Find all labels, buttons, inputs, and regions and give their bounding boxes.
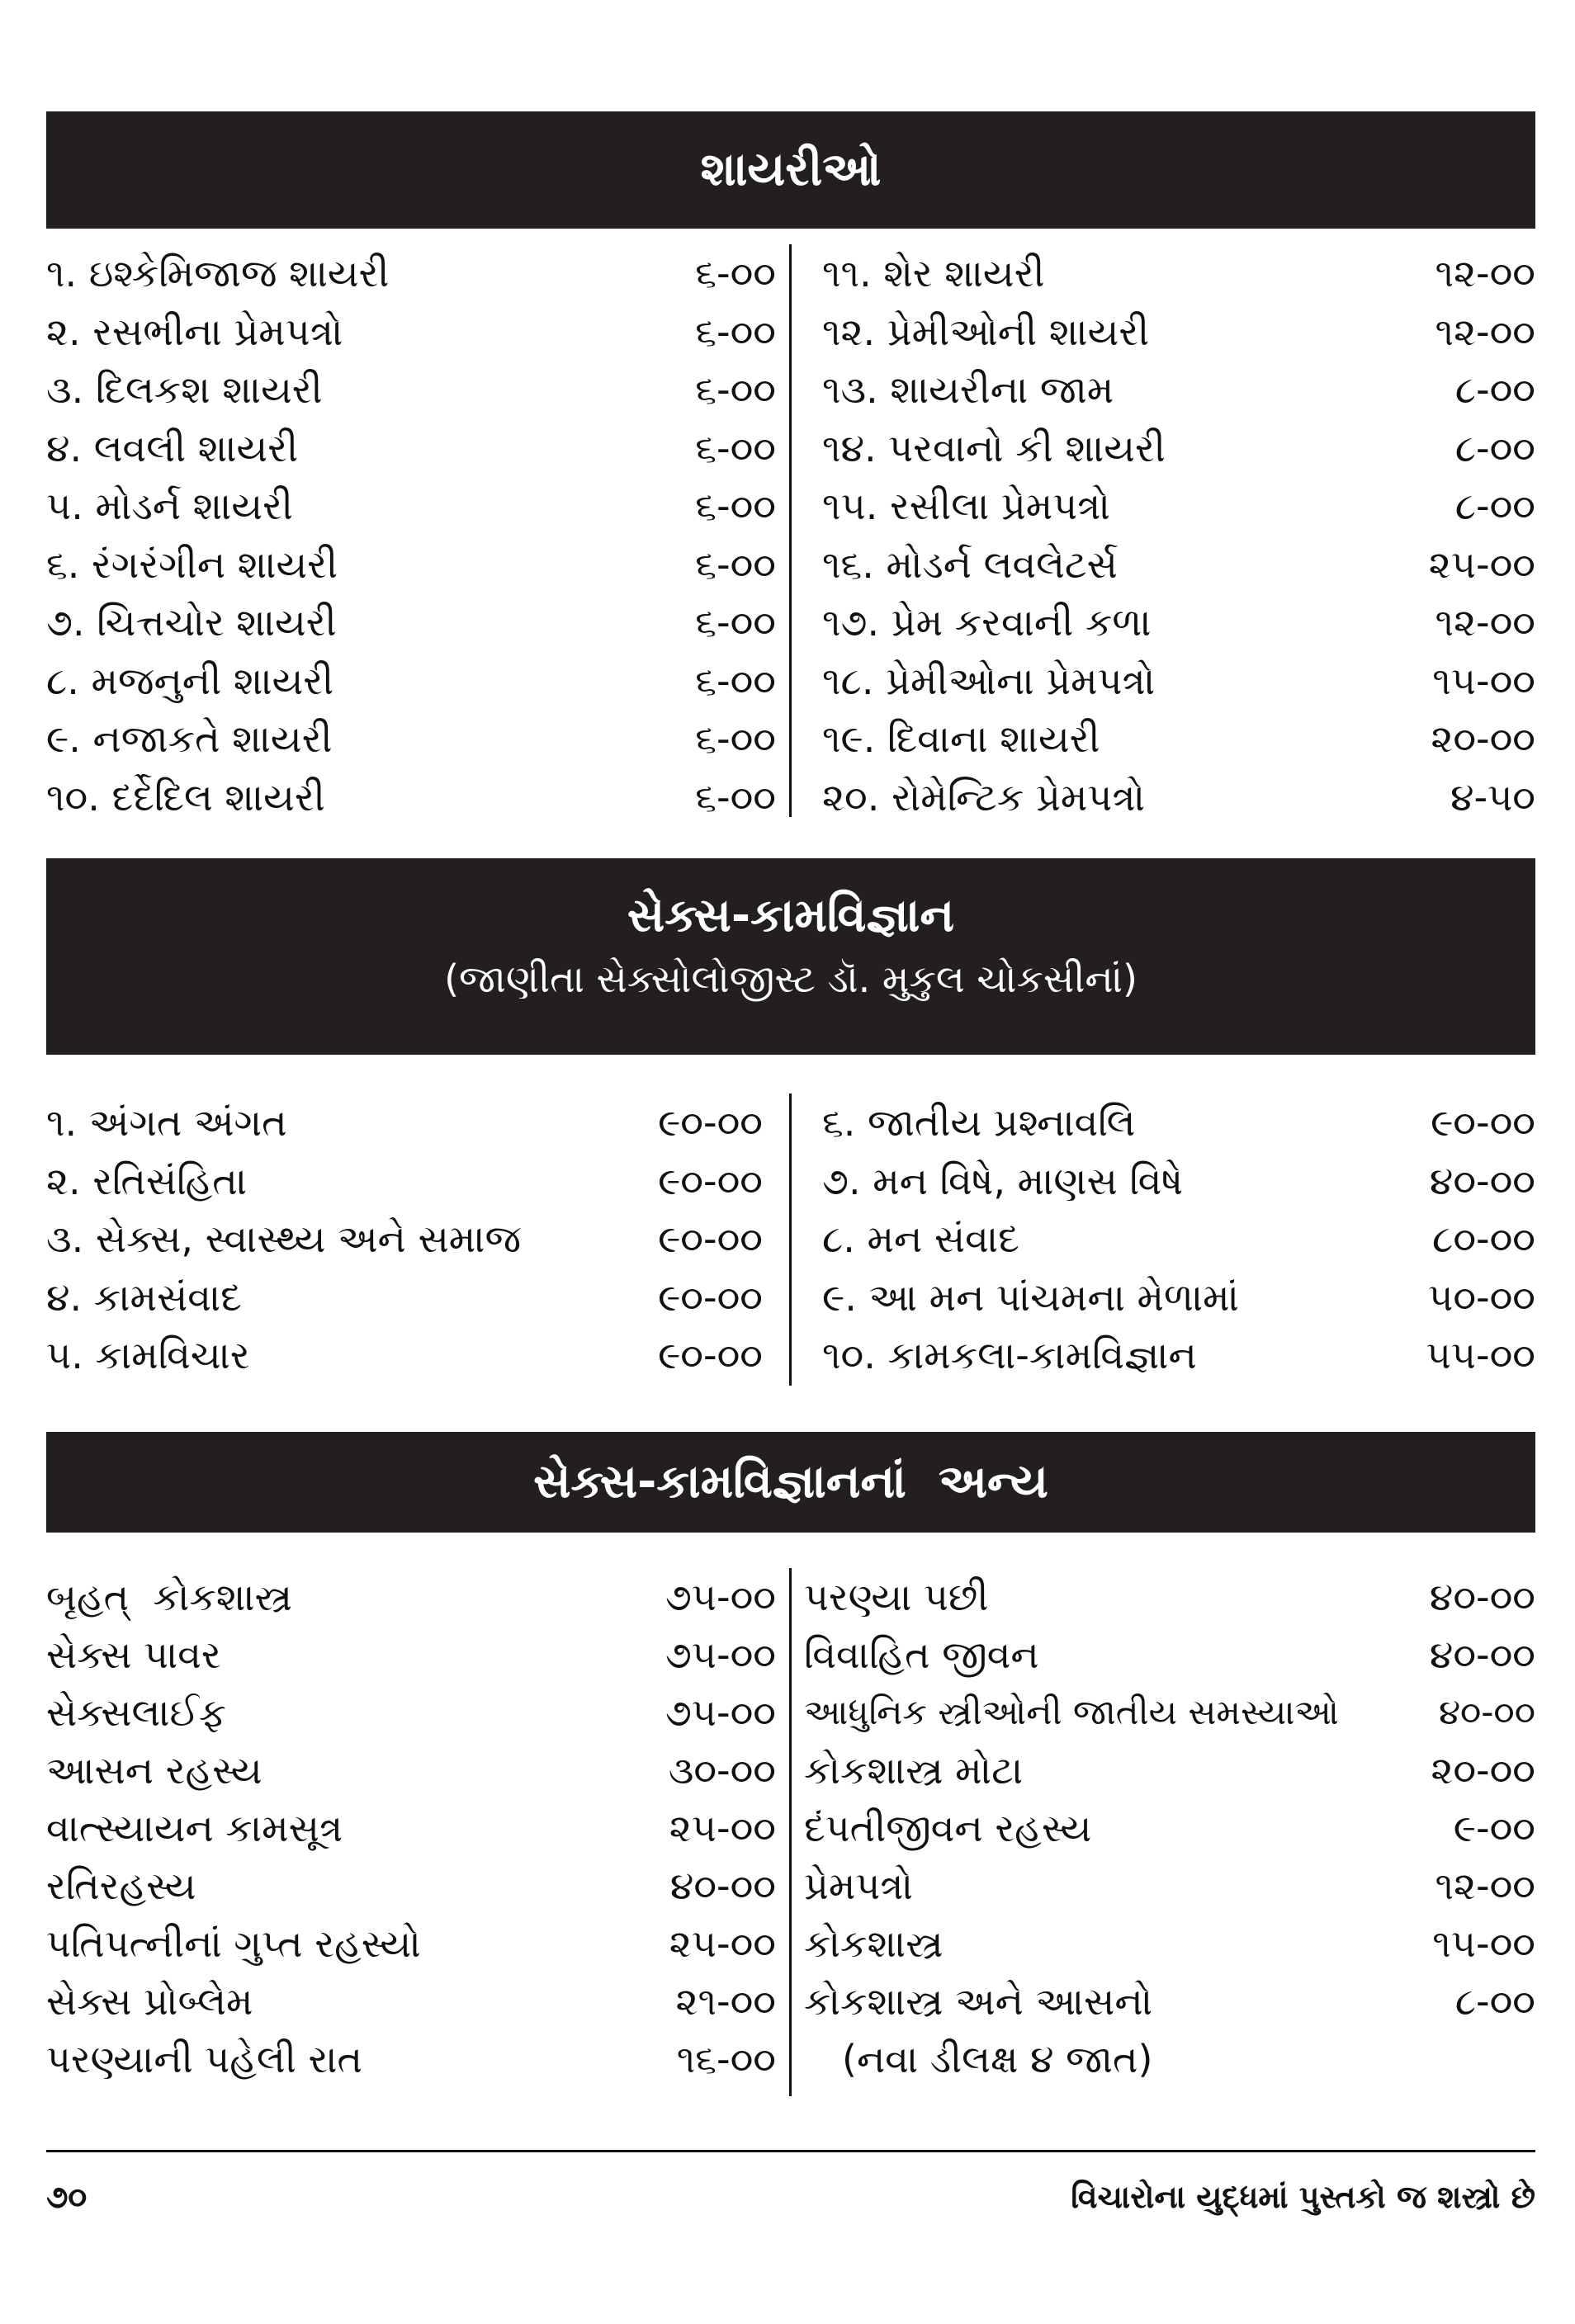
book-title: ૫. કામવિચાર [46, 1333, 250, 1377]
book-title: સેક્સ પ્રોબ્લેમ [46, 1979, 253, 2024]
list-item [804, 1684, 1535, 1741]
book-title: ૨. રતિસંહિતા [46, 1158, 248, 1203]
book-title: ૧૧. શેર શાયરી [822, 251, 1045, 295]
list-item [822, 1268, 1535, 1327]
list-item [804, 1915, 1535, 1972]
book-title: ૧૩. શાયરીના જામ [822, 367, 1114, 412]
book-title: સેક્સ પાવર [46, 1632, 221, 1677]
list-item [804, 1626, 1535, 1684]
book-price: ૧૫-૦૦ [1432, 658, 1535, 703]
list-item [46, 1210, 763, 1268]
list-item [822, 593, 1535, 652]
list-item [804, 1799, 1535, 1857]
section-title: સેક્સ-કામવિજ્ઞાનનાં અન્ય [533, 1455, 1048, 1509]
book-title: ૨. રસભીના પ્રેમપત્રો [46, 309, 343, 354]
section-title: સેક્સ-કામવિજ્ઞાન [627, 889, 955, 942]
book-price: ૪-૫૦ [1450, 774, 1535, 820]
book-price: ૨૫-૦૦ [669, 1806, 776, 1850]
book-price: ૮-૦૦ [1454, 367, 1535, 412]
list-item [46, 1857, 776, 1915]
section-banner-other [46, 1432, 1535, 1533]
list-item [822, 361, 1535, 419]
book-price: ૭૫-૦૦ [665, 1632, 776, 1677]
book-price: ૩૦-૦૦ [668, 1748, 776, 1793]
book-title: ૭. મન વિષે, માણસ વિષે [822, 1158, 1184, 1203]
book-title: પરણ્યાની પહેલી રાત [46, 2037, 363, 2081]
column-divider [789, 1094, 792, 1386]
book-price: ૧૨-૦૦ [1435, 1863, 1535, 1908]
list-item [46, 477, 776, 536]
list-item [46, 1326, 763, 1385]
right-column [804, 1568, 1535, 2088]
section-banner-sex-science [46, 858, 1535, 1055]
footer-tagline: વિચારોના યુદ્ધમાં પુસ્તકો જ શસ્ત્રો છે [1071, 2179, 1535, 2215]
book-price: ૬-૦૦ [695, 658, 776, 703]
book-title: ૨૦. રોમેન્ટિક પ્રેમપત્રો [822, 774, 1145, 820]
book-price: ૬-૦૦ [695, 367, 776, 412]
book-price: ૯૦-૦૦ [658, 1100, 763, 1145]
book-price: ૯૦-૦૦ [658, 1158, 763, 1203]
book-price: ૧૨-૦૦ [1435, 251, 1535, 295]
list-item [46, 1915, 776, 1972]
book-price: ૪૦-૦૦ [1429, 1632, 1535, 1677]
list-item [822, 1210, 1535, 1268]
book-price: ૨૧-૦૦ [675, 1979, 776, 2024]
book-price: ૭૫-૦૦ [665, 1690, 776, 1735]
list-item [46, 593, 776, 652]
edition-note: (નવા ડીલક્ષ ૪ જાત) [842, 2037, 1153, 2081]
book-price: ૪૦-૦૦ [1429, 1158, 1535, 1203]
book-price: ૨૦-૦૦ [1431, 716, 1535, 761]
list-item [822, 419, 1535, 478]
book-price: ૯૦-૦૦ [1431, 1100, 1535, 1145]
book-price: ૮૦-૦૦ [1432, 1216, 1535, 1261]
book-price: ૭૫-૦૦ [665, 1575, 776, 1619]
book-title: પરણ્યા પછી [804, 1575, 989, 1619]
book-title: કોકશાસ્ત્ર [804, 1921, 944, 1966]
list-item [46, 303, 776, 361]
book-title: ૧. ઇશ્કેમિજાજ શાયરી [46, 251, 390, 295]
list-item [46, 1741, 776, 1799]
list-item [46, 1094, 763, 1152]
book-title: ૧૯. દિવાના શાયરી [822, 716, 1100, 761]
footer-rule [46, 2150, 1535, 2152]
list-item [46, 361, 776, 419]
book-title: વિવાહિત જીવન [804, 1632, 1039, 1677]
book-price: ૫૦-૦૦ [1428, 1274, 1535, 1320]
left-column [46, 244, 776, 826]
book-title: ૧૫. રસીલા પ્રેમપત્રો [822, 484, 1110, 528]
book-price: ૯-૦૦ [1453, 1806, 1535, 1850]
book-title: આસન રહસ્ય [46, 1748, 262, 1793]
book-title: ૬. રંગરંગીન શાયરી [46, 541, 338, 587]
book-price: ૮-૦૦ [1454, 425, 1535, 470]
list-item [46, 244, 776, 303]
list-item [46, 1568, 776, 1626]
book-title: ૮. મન સંવાદ [822, 1216, 1019, 1261]
list-item [46, 768, 776, 827]
book-title: ૪. લવલી શાયરી [46, 425, 299, 470]
book-title: ૧૮. પ્રેમીઓના પ્રેમપત્રો [822, 658, 1156, 703]
list-item [46, 1799, 776, 1857]
list-item [822, 244, 1535, 303]
book-title: ૫. મોડર્ન શાયરી [46, 484, 293, 528]
section-shayari-list [46, 244, 1535, 822]
list-item [804, 1972, 1535, 2030]
book-title: સેક્સલાઈફ [46, 1690, 226, 1735]
book-title: ૪. કામસંવાદ [46, 1274, 242, 1320]
list-item [822, 710, 1535, 768]
book-price: ૯૦-૦૦ [658, 1216, 763, 1261]
book-price: ૪૦-૦૦ [669, 1863, 776, 1908]
book-price: ૧૨-૦૦ [1435, 309, 1535, 354]
book-price: ૪૦-૦૦ [1429, 1575, 1535, 1619]
book-price: ૪૦-૦૦ [1438, 1692, 1535, 1732]
list-item [46, 1268, 763, 1327]
book-title: ૭. ચિત્તચોર શાયરી [46, 600, 337, 645]
book-title: કોકશાસ્ત્ર મોટા [804, 1748, 1024, 1793]
list-item [822, 303, 1535, 361]
book-price: ૫૫-૦૦ [1426, 1333, 1535, 1377]
book-title: ૧૦. કામકલા-કામવિજ્ઞાન [822, 1333, 1197, 1377]
book-title: ૯. નજાકતે શાયરી [46, 716, 333, 761]
list-item [822, 1326, 1535, 1385]
list-item [46, 419, 776, 478]
book-title: કોકશાસ્ત્ર અને આસનો [804, 1979, 1153, 2024]
list-item [804, 1857, 1535, 1915]
book-price: ૬-૦૦ [695, 425, 776, 470]
book-title: પ્રેમપત્રો [804, 1863, 913, 1908]
column-divider [789, 1568, 792, 2096]
book-price: ૬-૦૦ [695, 774, 776, 820]
column-divider [789, 244, 792, 817]
book-title: ૧. અંગત અંગત [46, 1100, 287, 1145]
book-price: ૧૬-૦૦ [676, 2037, 776, 2081]
right-column [822, 1094, 1535, 1385]
book-title: રતિરહસ્ય [46, 1863, 196, 1908]
book-title: બૃહત્ કોકશાસ્ત્ર [46, 1575, 292, 1619]
list-item [822, 536, 1535, 594]
book-title: ૬. જાતીય પ્રશ્નાવલિ [822, 1100, 1136, 1145]
list-item [822, 1094, 1535, 1152]
list-item [46, 1152, 763, 1211]
book-price: ૮-૦૦ [1454, 484, 1535, 528]
section-sex-science-list [46, 1094, 1535, 1391]
book-price: ૬-૦૦ [695, 716, 776, 761]
left-column [46, 1094, 763, 1385]
section-subtitle: (જાણીતા સેક્સોલોજીસ્ટ ડૉ. મુકુલ ચોકસીનાં) [444, 957, 1138, 1001]
book-title: આધુનિક સ્ત્રીઓની જાતીય સમસ્યાઓ [804, 1692, 1339, 1732]
book-price: ૬-૦૦ [695, 600, 776, 645]
list-item [46, 1972, 776, 2030]
book-price: ૬-૦૦ [695, 541, 776, 587]
book-title: ૮. મજનુની શાયરી [46, 658, 334, 703]
book-price: ૨૫-૦૦ [1428, 541, 1535, 587]
book-title: વાત્સ્યાયન કામસૂત્ર [46, 1806, 343, 1850]
list-item [46, 1684, 776, 1741]
book-price: ૬-૦૦ [695, 484, 776, 528]
list-item [804, 1568, 1535, 1626]
page-number: ૭૦ [46, 2179, 88, 2215]
book-title: ૩. સેક્સ, સ્વાસ્થ્ય અને સમાજ [46, 1216, 521, 1261]
right-column [822, 244, 1535, 826]
section-banner-shayari [46, 111, 1535, 229]
list-item [822, 1152, 1535, 1211]
list-item [822, 477, 1535, 536]
book-price: ૯૦-૦૦ [658, 1333, 763, 1377]
list-item [46, 1626, 776, 1684]
book-price: ૨૦-૦૦ [1431, 1748, 1535, 1793]
list-item [46, 710, 776, 768]
book-title: દંપતીજીવન રહસ્ય [804, 1806, 1092, 1850]
section-title: શાયરીઓ [700, 143, 882, 196]
book-title: ૩. દિલકશ શાયરી [46, 367, 323, 412]
list-item [46, 2030, 776, 2088]
book-price: ૨૫-૦૦ [669, 1921, 776, 1966]
book-price: ૬-૦૦ [695, 309, 776, 354]
book-title: ૧૪. પરવાનો કી શાયરી [822, 425, 1166, 470]
book-price: ૧૫-૦૦ [1432, 1921, 1535, 1966]
book-price: ૯૦-૦૦ [658, 1274, 763, 1320]
book-title: ૧૨. પ્રેમીઓની શાયરી [822, 309, 1150, 354]
left-column [46, 1568, 776, 2088]
list-item [822, 768, 1535, 827]
book-price: ૬-૦૦ [695, 251, 776, 295]
list-item [46, 536, 776, 594]
list-item [46, 652, 776, 711]
book-title: ૧૭. પ્રેમ કરવાની કળા [822, 600, 1152, 645]
book-title: ૧૦. દર્દેદિલ શાયરી [46, 774, 325, 820]
book-title: ૧૬. મોડર્ન લવલેટર્સ [822, 541, 1118, 587]
book-title: પતિપત્નીનાં ગુપ્ત રહસ્યો [46, 1921, 421, 1966]
list-item [822, 652, 1535, 711]
section-other-list [46, 1568, 1535, 2096]
book-price: ૧૨-૦૦ [1435, 600, 1535, 645]
book-title: ૯. આ મન પાંચમના મેળામાં [822, 1274, 1239, 1320]
list-item [804, 1741, 1535, 1799]
book-price: ૮-૦૦ [1454, 1979, 1535, 2024]
